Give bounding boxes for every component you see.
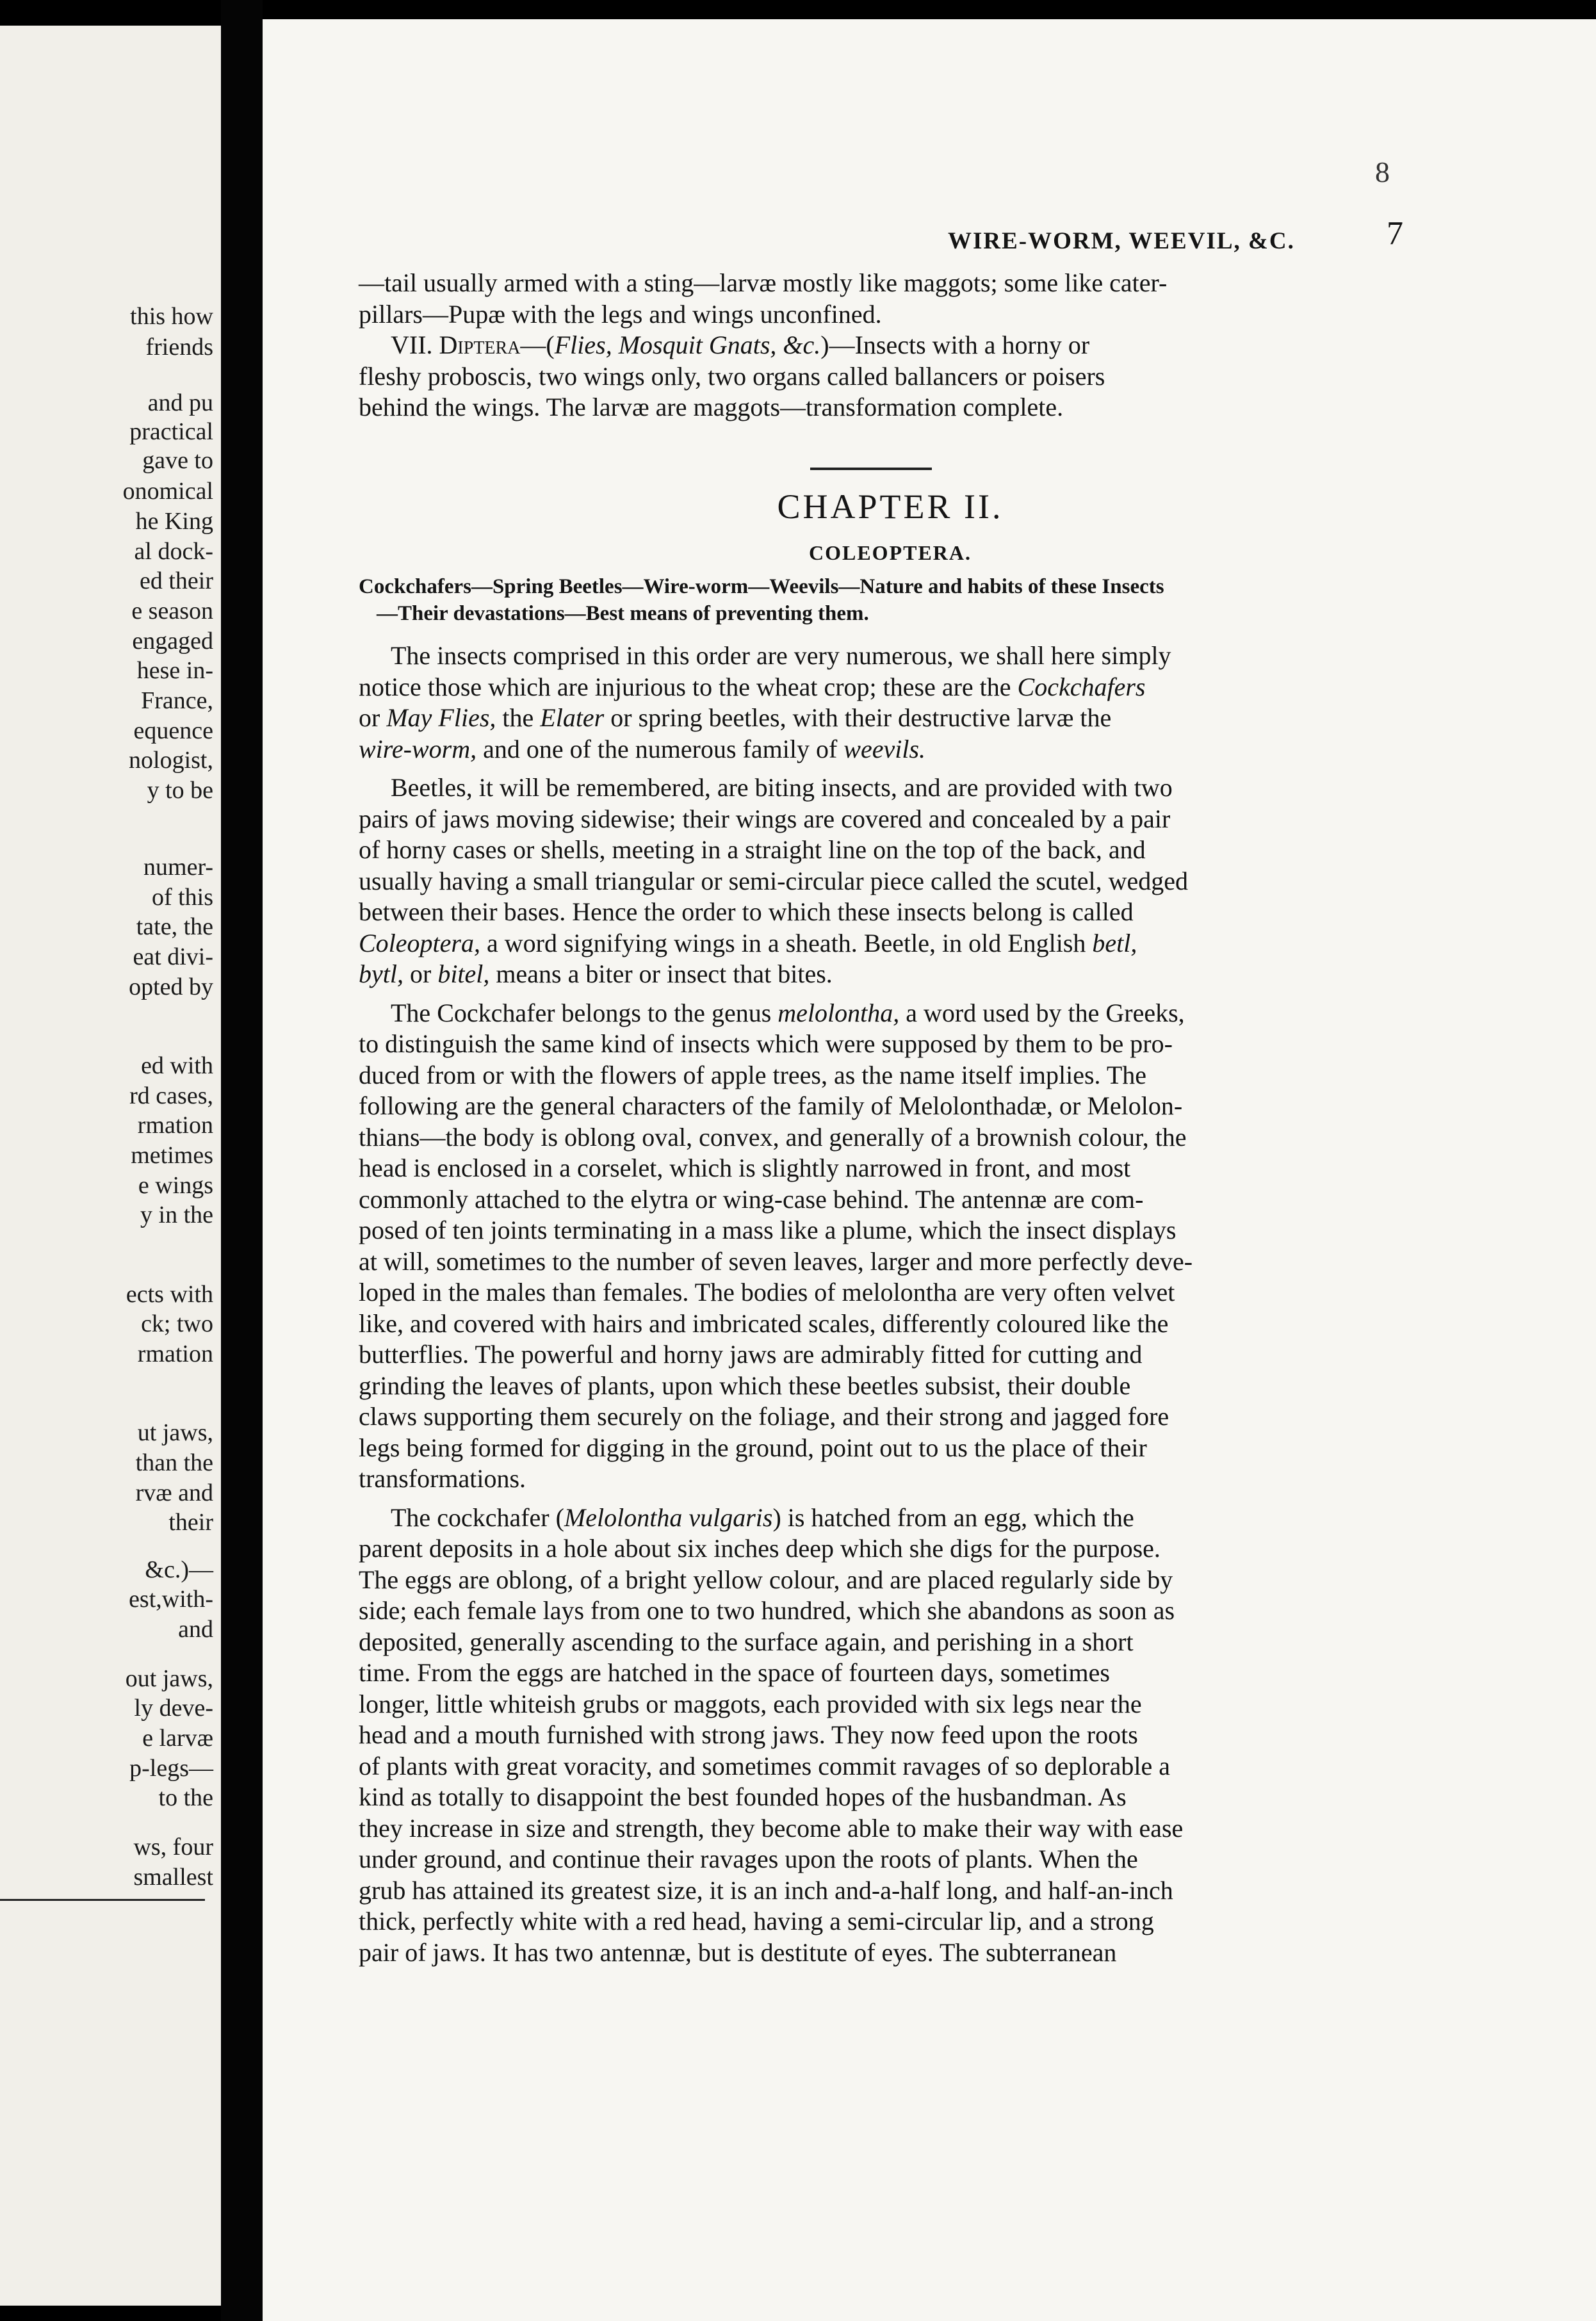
facing-page-text: &c.)—: [145, 1556, 213, 1583]
chapter-summary: [359, 573, 1422, 627]
facing-page-fragment: [0, 26, 221, 2306]
facing-page-text: tate, the: [136, 913, 213, 940]
facing-page-text: rvæ and: [135, 1479, 213, 1506]
text-line: fleshy proboscis, two wings only, two organs called ballancers or poisers: [359, 361, 1105, 391]
facing-page-text: y in the: [140, 1201, 213, 1228]
body-text: [359, 640, 1422, 1976]
facing-page-text: ed with: [141, 1052, 213, 1079]
order-name: Diptera: [439, 330, 521, 359]
facing-page-text: their: [168, 1509, 213, 1536]
facing-page-text: practical: [129, 418, 213, 445]
facing-page-text: ects with: [126, 1281, 213, 1308]
paragraph: The insects comprised in this order are very numerous, we shall here simply notice those which are injurious to the wheat crop; these are the Cockchafers or May Flies, the Elater or spring beetles, with their destructive larvæ the wire-worm, and one of the numerous family of weevils.: [359, 641, 1171, 763]
facing-page-text: al dock-: [134, 538, 213, 565]
facing-page-text: of this: [151, 884, 213, 911]
facing-page-text: rmation: [137, 1112, 213, 1139]
facing-page-text: out jaws,: [125, 1665, 213, 1692]
text-line: behind the wings. The larvæ are maggots—transformation complete.: [359, 393, 1064, 421]
facing-page-text: eat divi-: [133, 943, 213, 970]
paragraph: The Cockchafer belongs to the genus melolontha, a word used by the Greeks, to distinguish the same kind of insects which were supposed by them to be pro- duced from or with the flowers of apple trees, as the name itself implies. The following are the general characters of the family of Melolonthadæ, or Melolon- thians—the body is oblong oval, convex, and generally of a brownish colour, the head is enclosed in a corselet, which is slightly narrowed in front, and most commonly attached to the elytra or wing-case behind. The antennæ are com- posed of ten joints terminating in a mass like a plume, which the insect displays at will, sometimes to the number of seven leaves, larger and more perfectly deve- loped in the males than females. The bodies of melolontha are very often velvet like, and covered with hairs and imbricated scales, differently coloured like the butterflies. The powerful and horny jaws are admirably fitted for cutting and grinding the leaves of plants, upon which these beetles subsist, their double claws supporting them securely on the foliage, and their strong and jagged fore legs being formed for digging in the ground, point out to us the place of their transformations.: [359, 998, 1193, 1493]
facing-page-text: and pu: [147, 389, 213, 416]
facing-page-text: est,with-: [129, 1586, 213, 1613]
section-rule: [810, 468, 932, 470]
facing-page-text: equence: [133, 717, 213, 744]
book-gutter: [221, 0, 263, 2321]
paragraph: The cockchafer (Melolontha vulgaris) is hatched from an egg, which the parent deposits in a hole about six inches deep which she digs for the purpose. The eggs are oblong, of a bright yellow colour, and are placed regularly side by side; each female lays from one to two hundred, which she abandons as soon as deposited, generally ascending to the surface again, and perishing in a short time. From the eggs are hatched in the space of fourteen days, sometimes longer, little whiteish grubs or maggots, each provided with six legs near the head and a mouth furnished with strong jaws. They now feed upon the roots of plants with great voracity, and sometimes commit ravages of so deplorable a kind as totally to disappoint the best founded hopes of the husbandman. As they increase in size and strength, they become able to make their way with ease under ground, and continue their ravages upon the roots of plants. When the grub has attained its greatest size, it is an inch and-a-half long, and half-an-inch thick, perfectly white with a red head, having a semi-circular lip, and a strong pair of jaws. It has two antennæ, but is destitute of eyes. The subterranean: [359, 1503, 1184, 1967]
facing-page-text: ly deve-: [134, 1695, 213, 1722]
facing-page-text: rd cases,: [129, 1082, 213, 1109]
facing-page-text: numer-: [143, 854, 213, 881]
facing-page-text: this how: [130, 303, 213, 330]
facing-page-text: e wings: [138, 1172, 213, 1199]
facing-page-text: metimes: [131, 1142, 213, 1169]
facing-page-rule: [0, 1899, 205, 1901]
facing-page-text: engaged: [132, 628, 213, 655]
facing-page-text: gave to: [142, 447, 213, 474]
diptera-line: VII. Diptera—(Flies, Mosquit Gnats, &c.)—Insects with a horny or: [391, 330, 1090, 359]
facing-page-text: ck; two: [141, 1310, 213, 1337]
chapter-title: CHAPTER II.: [777, 487, 1004, 526]
summary-line: —Their devastations—Best means of preventing them.: [377, 602, 869, 625]
facing-page-text: p-legs—: [129, 1755, 213, 1782]
facing-page-text: and: [178, 1616, 213, 1643]
running-head: WIRE-WORM, WEEVIL, &C.: [948, 228, 1295, 254]
text-line: —tail usually armed with a sting—larvæ mostly like maggots; some like cater-: [359, 268, 1168, 297]
corner-mark: 8: [1375, 156, 1390, 188]
facing-page-text: onomical: [122, 478, 213, 505]
facing-page-text: ut jaws,: [137, 1419, 213, 1446]
facing-page-text: ed their: [139, 567, 213, 594]
facing-page-text: opted by: [129, 973, 213, 1000]
facing-page-text: he King: [135, 508, 213, 535]
facing-page-text: smallest: [133, 1864, 213, 1891]
top-section: [359, 268, 1422, 423]
text-line: pillars—Pupæ with the legs and wings unconfined.: [359, 299, 882, 329]
facing-page-text: e larvæ: [142, 1725, 213, 1752]
facing-page-text: France,: [141, 687, 213, 714]
summary-line: Cockchafers—Spring Beetles—Wire-worm—Weevils—Nature and habits of these Insects: [359, 575, 1164, 598]
facing-page-text: y to be: [147, 777, 213, 804]
facing-page-text: friends: [145, 334, 213, 361]
paragraph: Beetles, it will be remembered, are biting insects, and are provided with two pairs of jaws moving sidewise; their wings are covered and concealed by a pair of horny cases or shells, meeting in a straight line on the top of the back, and usually having a small triangular or semi-circular piece called the scutel, wedged between their bases. Hence the order to which these insects belong is called Coleoptera, a word signifying wings in a sheath. Beetle, in old English betl, bytl, or bitel, means a biter or insect that bites.: [359, 773, 1189, 988]
page-number: 7: [1387, 215, 1403, 252]
facing-page-text: ws, four: [133, 1834, 213, 1861]
facing-page-text: rmation: [137, 1340, 213, 1367]
facing-page-text: to the: [158, 1784, 213, 1811]
facing-page-text: e season: [131, 598, 213, 624]
facing-page-text: than the: [135, 1449, 213, 1476]
facing-page-text: nologist,: [129, 747, 213, 774]
order-title: COLEOPTERA.: [808, 541, 972, 564]
facing-page-text: hese in-: [136, 657, 213, 684]
